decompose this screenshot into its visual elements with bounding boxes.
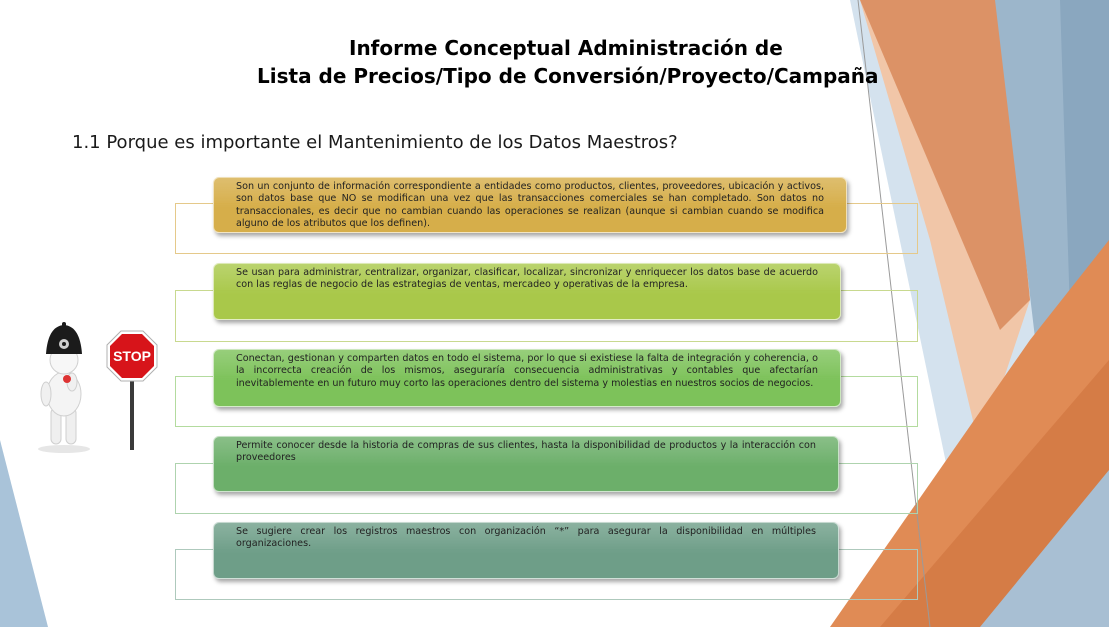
list-item bbox=[213, 263, 841, 320]
item-text: Se usan para administrar, centralizar, organizar, clasificar, localizar, sincronizar y enriquecer los datos base de acuerdo con las reglas de negocio de las estrategias de ventas, mercadeo y operativas de la empresa. bbox=[236, 267, 818, 291]
list-item bbox=[213, 522, 839, 579]
list-item bbox=[213, 349, 841, 407]
item-text: Permite conocer desde la historia de compras de sus clientes, hasta la disponibilidad de productos y la interacción con proveedores bbox=[236, 440, 816, 464]
item-text: Son un conjunto de información correspondiente a entidades como productos, clientes, proveedores, ubicación y activos, son datos base que NO se modifican una vez que las transacciones comerciales se han completado. Son datos no transaccionales, es decir que no cambian cuando las operaciones se realizan (aunque si cambian cuando se modifica alguno de los atributos que los definen). bbox=[236, 181, 824, 230]
stop-sign-label: STOP bbox=[113, 348, 151, 364]
list-item bbox=[213, 436, 839, 492]
item-text: Se sugiere crear los registros maestros con organización “*” para asegurar la disponibilidad en múltiples organizaciones. bbox=[236, 526, 816, 550]
item-text: Conectan, gestionan y comparten datos en todo el sistema, por lo que si existiese la falta de integración y coherencia, o la incorrecta creación de los mismos, aseguraría consecuencia administrativas y contables que afectarían inevitablemente en un futuro muy corto las operaciones dentro del sistema y molestias en nuestros socios de negocios. bbox=[236, 353, 818, 389]
section-subtitle: 1.1 Porque es importante el Mantenimiento de los Datos Maestros? bbox=[72, 132, 678, 153]
police-figure-icon bbox=[36, 322, 92, 454]
list-item bbox=[213, 177, 847, 233]
title-line-2: Lista de Precios/Tipo de Conversión/Proyecto/Campaña bbox=[257, 64, 879, 88]
left-blue-wedge bbox=[0, 440, 48, 627]
title-line-1: Informe Conceptual Administración de bbox=[349, 36, 783, 60]
stop-sign-icon bbox=[106, 330, 158, 452]
